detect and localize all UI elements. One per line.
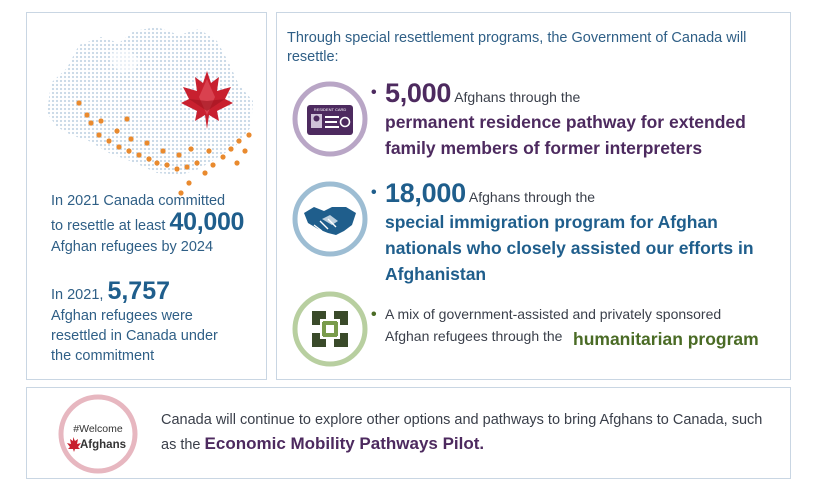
bullet-icon: • — [371, 84, 377, 101]
bullet-icon: • — [371, 306, 377, 323]
commit-line-3: Afghan refugees by 2024 — [51, 239, 214, 255]
id-card-icon — [292, 81, 368, 157]
welcome-afghans-badge — [57, 393, 139, 475]
program-number: 5,000 — [385, 78, 452, 108]
card-label: RESIDENT CARD — [313, 107, 347, 112]
program-item-interpreters — [371, 78, 780, 161]
program-text: A mix of government-assisted and privately sponsored Afghan refugees through the — [385, 306, 722, 344]
resettled-text — [51, 277, 266, 367]
commit-line-1: In 2021 Canada committed — [51, 193, 226, 209]
future-pathways-text — [161, 409, 781, 457]
handshake-icon — [292, 181, 368, 257]
program-text: Afghans through the — [454, 89, 581, 105]
canada-dot-map-icon — [39, 23, 259, 198]
future-pathways-panel — [26, 387, 791, 479]
programs-intro: Through special resettlement programs, the Government of Canada will resettle: — [287, 30, 747, 65]
resettled-number: 5,757 — [107, 277, 171, 305]
pathways-pilot-name: Economic Mobility Pathways Pilot. — [204, 434, 485, 453]
commit-number: 40,000 — [169, 208, 245, 236]
badge-line-1: #Welcome — [73, 423, 123, 435]
commit-line-2: to resettle at least — [51, 218, 166, 234]
program-name: permanent residence pathway for extended family members of former interpreters — [385, 112, 746, 158]
program-item-special-immigration — [371, 178, 780, 287]
bullet-icon: • — [371, 184, 377, 201]
program-item-humanitarian — [371, 303, 780, 349]
program-name: special immigration program for Afghan nationals who closely assisted our efforts in Afghanistan — [385, 212, 754, 284]
badge-line-2: Afghans — [80, 439, 126, 451]
resettled-prefix: In 2021, — [51, 287, 104, 303]
program-number: 18,000 — [385, 178, 466, 208]
programs-panel — [276, 12, 791, 380]
pathways-description: Canada will continue to explore other options and pathways to bring Afghans to Canada, such as the — [161, 412, 763, 453]
commitment-panel — [26, 12, 267, 380]
program-name: humanitarian program — [573, 329, 759, 349]
joined-hands-icon — [292, 291, 368, 367]
canada-map — [39, 23, 259, 198]
commitment-text — [51, 191, 266, 258]
program-text: Afghans through the — [468, 189, 596, 205]
resettled-description: Afghan refugees were resettled in Canada under the commitment — [51, 308, 218, 364]
